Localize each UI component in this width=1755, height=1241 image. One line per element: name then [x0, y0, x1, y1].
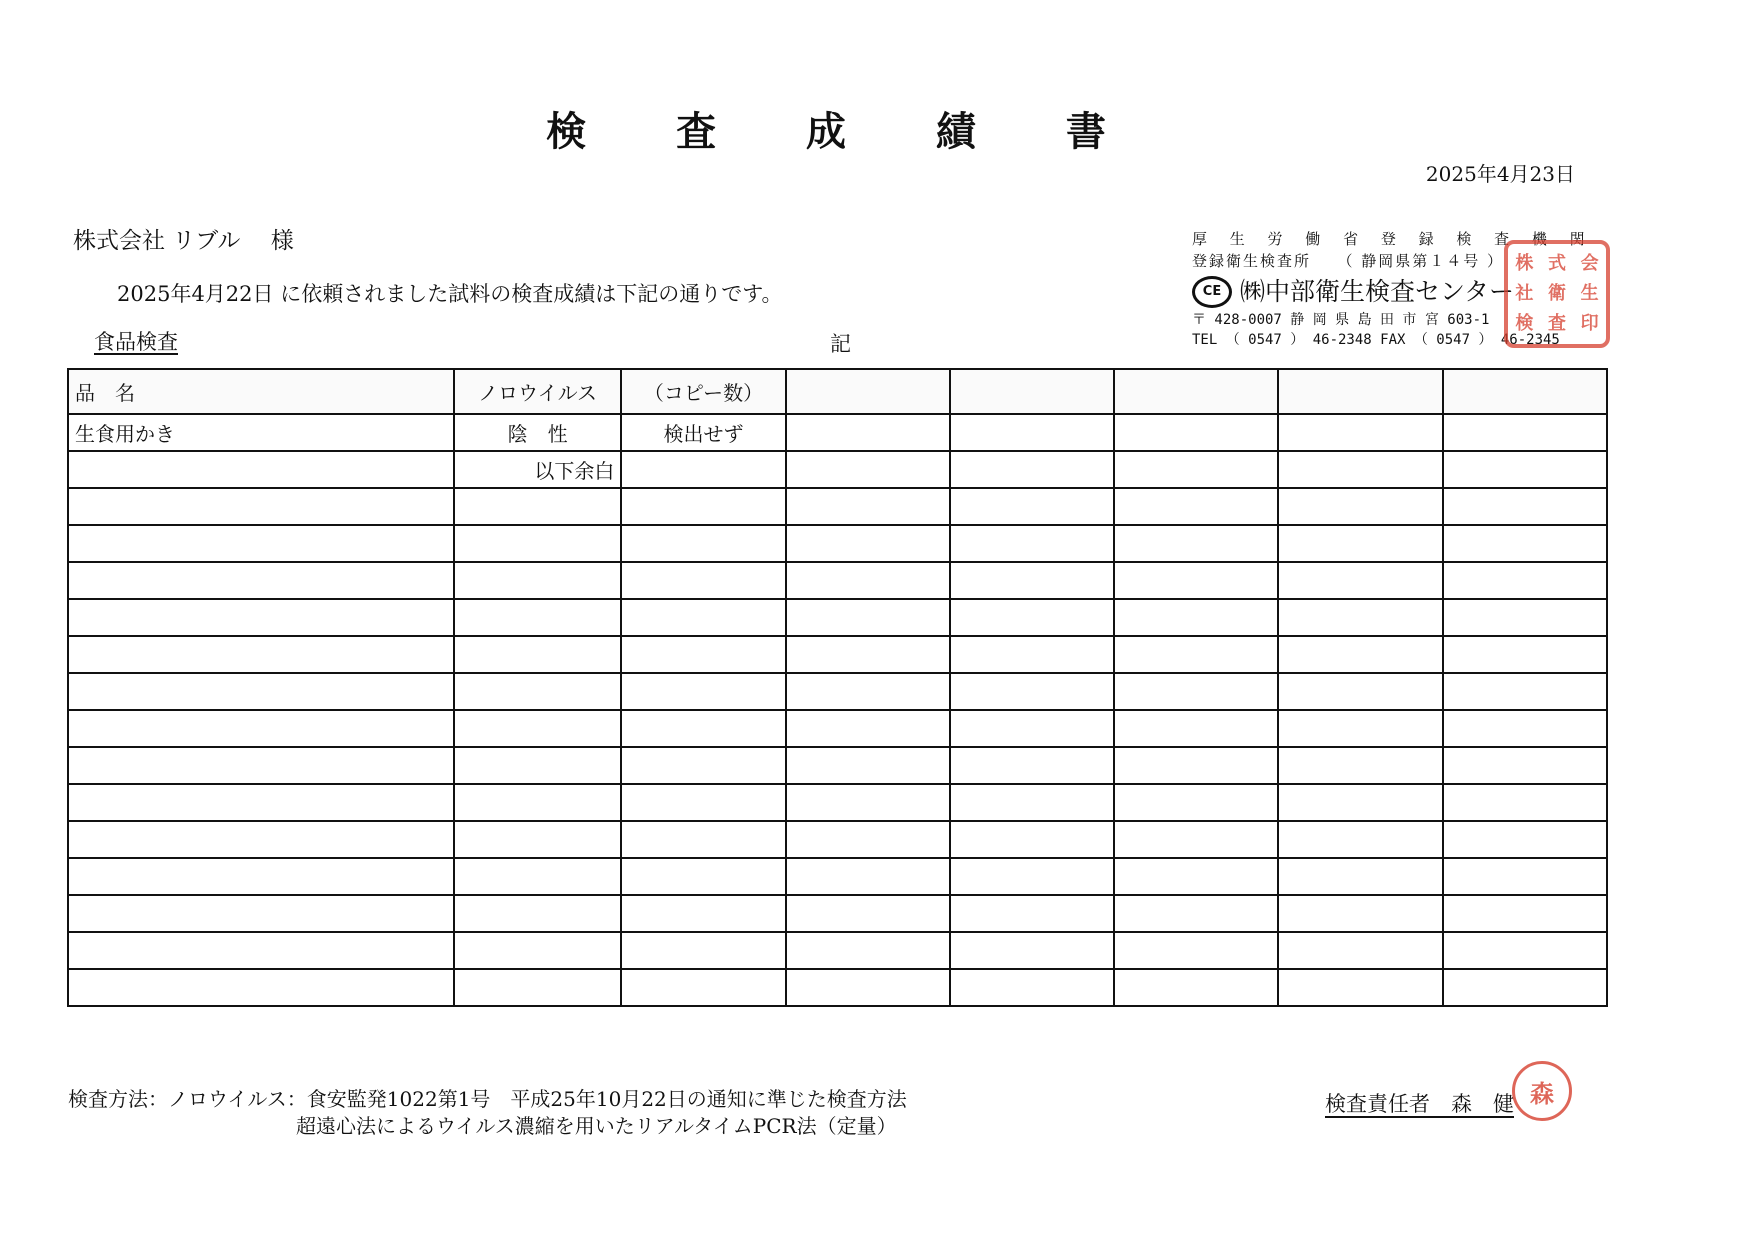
table-cell-0 — [68, 895, 454, 932]
table-cell-3 — [786, 747, 950, 784]
table-cell-5 — [1114, 747, 1278, 784]
ki-label: 記 — [830, 332, 851, 356]
table-cell-7 — [1443, 784, 1607, 821]
issue-date: 2025年4月23日 — [1425, 162, 1575, 186]
table-row — [68, 451, 1607, 488]
table-cell-7 — [1443, 673, 1607, 710]
table-cell-0 — [68, 932, 454, 969]
table-cell-4 — [950, 562, 1114, 599]
table-header-row — [68, 369, 1607, 414]
lab-name: ㈱中部衛生検査センター — [1240, 277, 1515, 306]
table-cell-3 — [786, 636, 950, 673]
table-cell-2 — [621, 710, 785, 747]
lab-certification: 登録衛生検査所 （ 静岡県第１４号 ） — [1192, 252, 1505, 270]
table-cell-5 — [1114, 525, 1278, 562]
table-cell-6 — [1278, 932, 1442, 969]
table-cell-6 — [1278, 821, 1442, 858]
table-cell-6 — [1278, 784, 1442, 821]
table-cell-5 — [1114, 673, 1278, 710]
table-cell-2 — [621, 858, 785, 895]
table-cell-4 — [950, 451, 1114, 488]
table-cell-6 — [1278, 673, 1442, 710]
table-cell-1 — [454, 895, 622, 932]
table-cell-2 — [621, 821, 785, 858]
table-cell-2 — [621, 784, 785, 821]
table-row — [68, 562, 1607, 599]
table-cell-7 — [1443, 599, 1607, 636]
table-cell-1 — [454, 562, 622, 599]
table-cell-7 — [1443, 451, 1607, 488]
header-cell-5 — [1114, 369, 1278, 414]
table-row — [68, 599, 1607, 636]
table-cell-7 — [1443, 969, 1607, 1006]
table-cell-3 — [786, 969, 950, 1006]
table-cell-1 — [454, 858, 622, 895]
table-cell-6 — [1278, 710, 1442, 747]
table-cell-4 — [950, 932, 1114, 969]
lab-address: 〒 428-0007 静 岡 県 島 田 市 宮 603-1 — [1192, 312, 1490, 328]
table-cell-4 — [950, 858, 1114, 895]
table-cell-4 — [950, 747, 1114, 784]
table-cell-5 — [1114, 488, 1278, 525]
table-cell-2 — [621, 636, 785, 673]
table-row — [68, 932, 1607, 969]
table-cell-5 — [1114, 562, 1278, 599]
table-cell-6 — [1278, 414, 1442, 451]
table-cell-1 — [454, 673, 622, 710]
table-cell-4 — [950, 895, 1114, 932]
table-cell-5 — [1114, 599, 1278, 636]
table-cell-7 — [1443, 414, 1607, 451]
table-cell-0 — [68, 562, 454, 599]
table-cell-1 — [454, 969, 622, 1006]
header-cell-6 — [1278, 369, 1442, 414]
table-cell-0 — [68, 821, 454, 858]
method-line-2: 超遠心法によるウイルス濃縮を用いたリアルタイムPCR法（定量） — [296, 1114, 897, 1138]
table-cell-6 — [1278, 488, 1442, 525]
addressee: 株式会社 リブル 様 — [73, 228, 294, 254]
table-cell-7 — [1443, 895, 1607, 932]
table-cell-0 — [68, 969, 454, 1006]
table-cell-7 — [1443, 821, 1607, 858]
table-cell-3 — [786, 451, 950, 488]
table-cell-0 — [68, 747, 454, 784]
table-cell-1 — [454, 932, 622, 969]
table-cell-1 — [454, 747, 622, 784]
table-cell-3 — [786, 673, 950, 710]
results-table — [67, 368, 1608, 1007]
table-cell-2: 検出せず — [621, 414, 785, 451]
header-cell-0: 品 名 — [68, 369, 454, 414]
table-row — [68, 784, 1607, 821]
table-cell-7 — [1443, 525, 1607, 562]
table-cell-7 — [1443, 562, 1607, 599]
table-cell-5 — [1114, 895, 1278, 932]
table-cell-1 — [454, 525, 622, 562]
table-cell-1 — [454, 488, 622, 525]
table-cell-0: 生食用かき — [68, 414, 454, 451]
table-cell-4 — [950, 821, 1114, 858]
document-title: 検 査 成 績 書 — [546, 108, 1144, 155]
table-cell-1 — [454, 636, 622, 673]
table-cell-5 — [1114, 710, 1278, 747]
table-cell-2 — [621, 451, 785, 488]
table-cell-2 — [621, 747, 785, 784]
table-cell-5 — [1114, 784, 1278, 821]
table-cell-3 — [786, 784, 950, 821]
header-cell-2: （コピー数） — [621, 369, 785, 414]
lab-logo-icon: CE — [1192, 276, 1232, 308]
table-cell-5 — [1114, 636, 1278, 673]
header-cell-7 — [1443, 369, 1607, 414]
header-cell-1: ノロウイルス — [454, 369, 622, 414]
intro-text: 2025年4月22日 に依頼されました試料の検査成績は下記の通りです。 — [117, 282, 783, 306]
table-cell-2 — [621, 932, 785, 969]
table-cell-5 — [1114, 932, 1278, 969]
table-row — [68, 488, 1607, 525]
table-cell-4 — [950, 673, 1114, 710]
table-cell-7 — [1443, 636, 1607, 673]
inspector-signature: 検査責任者 森 健 — [1325, 1092, 1514, 1116]
table-cell-7 — [1443, 710, 1607, 747]
table-cell-3 — [786, 414, 950, 451]
table-cell-2 — [621, 895, 785, 932]
table-cell-7 — [1443, 932, 1607, 969]
lab-contact: TEL （ 0547 ） 46-2348 FAX （ 0547 ） 46-2345 — [1192, 332, 1560, 348]
table-cell-1 — [454, 599, 622, 636]
table-cell-0 — [68, 636, 454, 673]
table-row — [68, 710, 1607, 747]
table-cell-0 — [68, 673, 454, 710]
table-cell-1 — [454, 784, 622, 821]
header-cell-3 — [786, 369, 950, 414]
table-cell-6 — [1278, 858, 1442, 895]
company-seal-icon: 株 式 会 社 衛 生 検 査 印 — [1504, 240, 1610, 348]
table-row — [68, 747, 1607, 784]
table-cell-4 — [950, 525, 1114, 562]
table-cell-6 — [1278, 636, 1442, 673]
table-cell-6 — [1278, 747, 1442, 784]
table-row — [68, 895, 1607, 932]
method-line-1: 検査方法：ノロウイルス：食安監発1022第1号 平成25年10月22日の通知に準じた検査方法 — [68, 1087, 907, 1111]
inspector-seal-icon: 森 — [1512, 1061, 1572, 1121]
table-cell-0 — [68, 488, 454, 525]
table-cell-0 — [68, 710, 454, 747]
table-row — [68, 821, 1607, 858]
table-cell-2 — [621, 969, 785, 1006]
table-cell-3 — [786, 562, 950, 599]
table-cell-1: 以下余白 — [454, 451, 622, 488]
table-row — [68, 673, 1607, 710]
table-cell-5 — [1114, 414, 1278, 451]
table-cell-5 — [1114, 451, 1278, 488]
header-cell-4 — [950, 369, 1114, 414]
table-cell-7 — [1443, 858, 1607, 895]
table-cell-4 — [950, 636, 1114, 673]
table-cell-0 — [68, 525, 454, 562]
table-cell-5 — [1114, 969, 1278, 1006]
table-cell-7 — [1443, 488, 1607, 525]
table-cell-3 — [786, 895, 950, 932]
table-cell-1 — [454, 710, 622, 747]
table-cell-2 — [621, 488, 785, 525]
table-cell-0 — [68, 451, 454, 488]
table-cell-6 — [1278, 969, 1442, 1006]
lab-registration: 厚 生 労 働 省 登 録 検 査 機 関 — [1192, 230, 1594, 248]
table-cell-4 — [950, 969, 1114, 1006]
table-cell-0 — [68, 599, 454, 636]
table-cell-6 — [1278, 525, 1442, 562]
table-row — [68, 525, 1607, 562]
table-cell-7 — [1443, 747, 1607, 784]
table-cell-4 — [950, 784, 1114, 821]
table-cell-4 — [950, 599, 1114, 636]
test-method — [68, 1086, 907, 1140]
table-cell-3 — [786, 525, 950, 562]
table-row — [68, 414, 1607, 451]
table-cell-2 — [621, 562, 785, 599]
table-cell-3 — [786, 932, 950, 969]
table-row — [68, 636, 1607, 673]
table-cell-5 — [1114, 821, 1278, 858]
table-cell-0 — [68, 858, 454, 895]
table-cell-1: 陰 性 — [454, 414, 622, 451]
table-row — [68, 969, 1607, 1006]
table-cell-6 — [1278, 599, 1442, 636]
table-cell-4 — [950, 414, 1114, 451]
table-cell-3 — [786, 858, 950, 895]
table-cell-3 — [786, 710, 950, 747]
table-cell-2 — [621, 599, 785, 636]
table-cell-1 — [454, 821, 622, 858]
table-cell-2 — [621, 673, 785, 710]
section-label: 食品検査 — [94, 330, 178, 354]
table-cell-6 — [1278, 562, 1442, 599]
table-cell-2 — [621, 525, 785, 562]
table-cell-0 — [68, 784, 454, 821]
table-cell-3 — [786, 821, 950, 858]
table-cell-3 — [786, 488, 950, 525]
table-cell-4 — [950, 488, 1114, 525]
table-row — [68, 858, 1607, 895]
table-cell-6 — [1278, 451, 1442, 488]
table-cell-3 — [786, 599, 950, 636]
table-cell-6 — [1278, 895, 1442, 932]
table-cell-5 — [1114, 858, 1278, 895]
table-cell-4 — [950, 710, 1114, 747]
